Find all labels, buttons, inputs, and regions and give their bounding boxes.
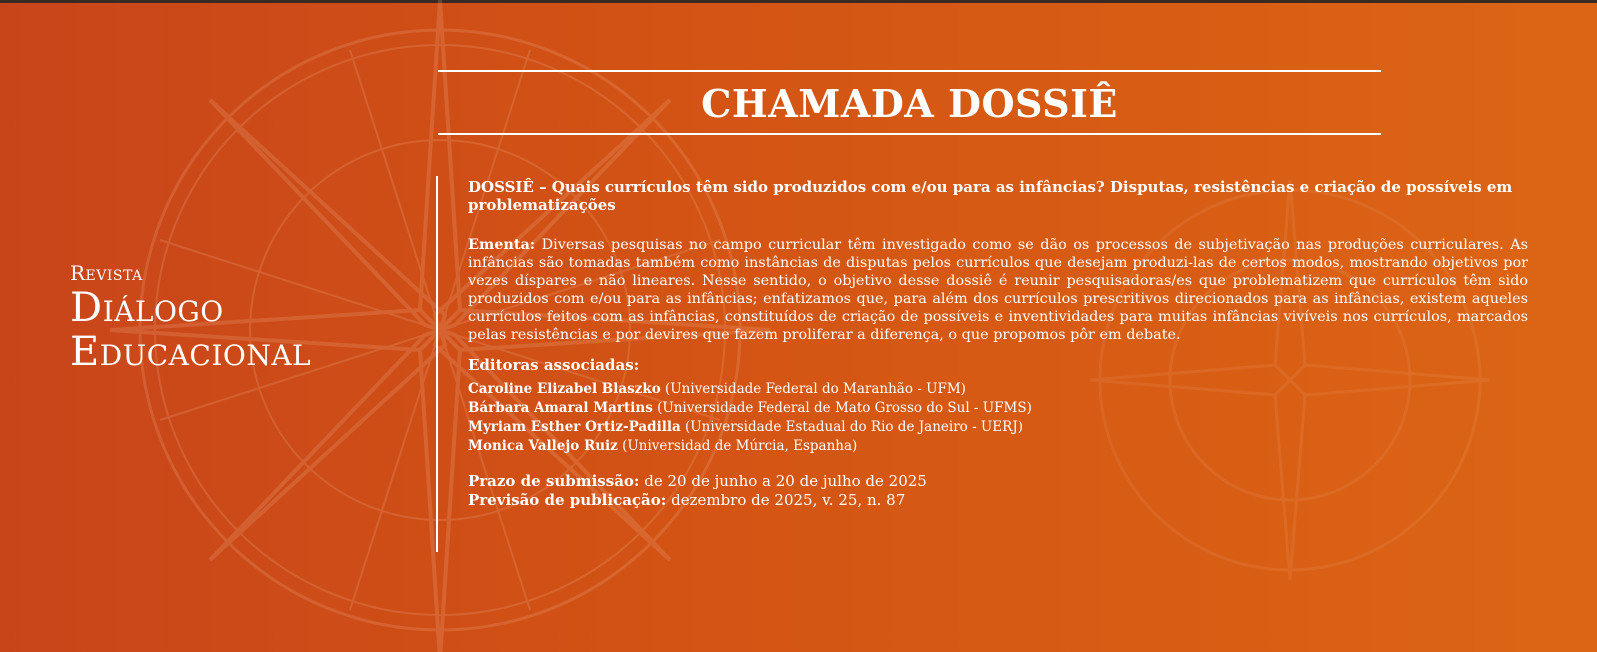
submission-label: Prazo de submissão: [468,472,640,490]
editor-name: Monica Vallejo Ruiz [468,438,618,454]
editor-item [468,380,1528,399]
submission-value: de 20 de junho a 20 de julho de 2025 [644,472,927,490]
publication-label: Previsão de publicação: [468,491,667,509]
editor-affiliation: (Universidade Federal do Maranhão - UFM) [665,381,966,397]
vertical-divider [436,176,438,552]
publication-value: dezembro de 2025, v. 25, n. 87 [671,491,906,509]
editor-item [468,399,1528,418]
editor-item [468,418,1528,437]
brand-prefix: Revista [70,261,143,285]
ementa-paragraph [468,236,1528,344]
submission-deadline [468,472,1528,491]
heading-top-rule [438,70,1381,72]
ementa-label: Ementa: [468,236,536,253]
editor-affiliation: (Universidad de Múrcia, Espanha) [622,438,858,454]
ementa-text: Diversas pesquisas no campo curricular têm investigado como se dão os processos de subjetivação nas produções curriculares. As infâncias são tomadas também como instâncias de disputas pelos currículos que desejam produzi-las de certos modos, mostrando objetivos por vezes díspares e não lineares. Nesse sentido, o objetivo desse dossiê é reunir pesquisadoras/es que problematizem que currículos têm sido produzidos com e/ou para as infâncias; enfatizamos que, para além dos currículos prescritivos direcionados para as infâncias, existem aqueles currículos feitos com as infâncias, constituídos de criação de possíveis e inventividades para muitas infâncias vivíveis nos currículos, marcados pelas resistências e por devires que fazem proliferar a diferença, o que propomos pôr em debate. [468,237,1528,343]
editors-label: Editoras associadas: [468,356,640,374]
editor-affiliation: (Universidade Estadual do Rio de Janeiro - UERJ) [685,419,1023,435]
editor-name: Bárbara Amaral Martins [468,400,653,416]
journal-brand [70,262,420,374]
page-title: CHAMADA DOSSIÊ [701,81,1118,126]
editor-affiliation: (Universidade Federal de Mato Grosso do Sul - UFMS) [657,400,1032,416]
heading-bottom-rule [438,133,1381,135]
editor-name: Myriam Esther Ortiz-Padilla [468,419,681,435]
editor-item [468,437,1528,456]
editor-name: Caroline Elizabel Blaszko [468,381,661,397]
call-content [468,178,1528,510]
brand-title-line2: Educacional [70,329,312,375]
publication-forecast [468,491,1528,510]
dates-block [468,472,1528,510]
brand-title-line1: Diálogo [70,285,224,331]
dossie-title: DOSSIÊ – Quais currículos têm sido produzidos com e/ou para as infâncias? Disputas, resistências e criação de possíveis em problematizações [468,178,1513,214]
